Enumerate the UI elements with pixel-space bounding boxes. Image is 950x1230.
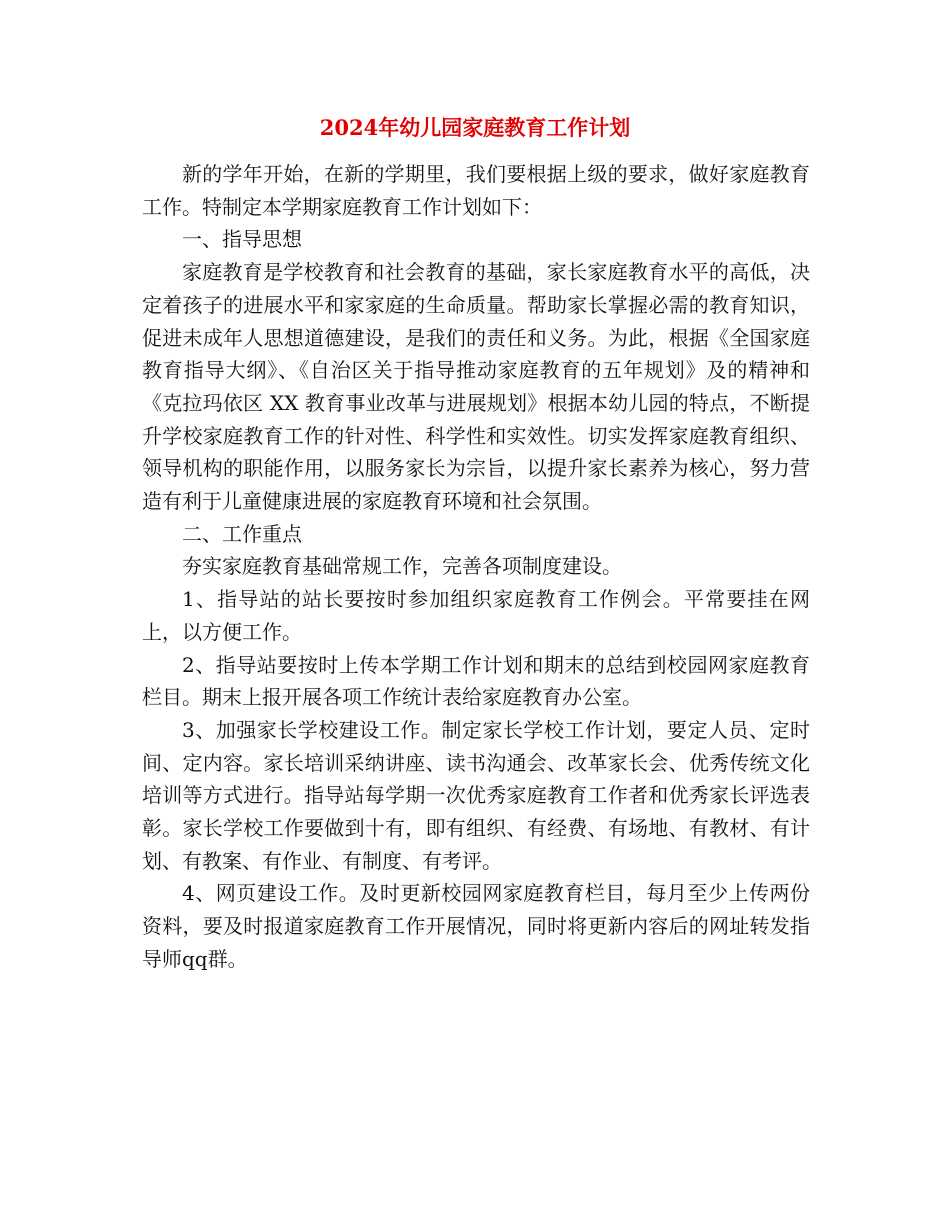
intro-paragraph: 新的学年开始，在新的学期里，我们要根据上级的要求，做好家庭教育工作。特制定本学期家庭教育工作计划如下： [142, 162, 810, 219]
section-heading-work-focus: 二、工作重点 [182, 521, 302, 546]
work-item-3: 3、加强家长学校建设工作。制定家长学校工作计划，要定人员、定时间、定内容。家长培训采纳讲座、读书沟通会、改革家长会、优秀传统文化培训等方式进行。指导站每学期一次优秀家庭教育工作者和优秀家长评选表彰。家长学校工作要做到十有，即有组织、有经费、有场地、有教材、有计划、有教案、有作业、有制度、有考评。 [142, 717, 810, 873]
work-item-4: 4、网页建设工作。及时更新校园网家庭教育栏目，每月至少上传两份资料，要及时报道家庭教育工作开展情况，同时将更新内容后的网址转发指导师qq群。 [142, 881, 810, 971]
work-item-1: 1、指导站的站长要按时参加组织家庭教育工作例会。平常要挂在网上，以方便工作。 [142, 587, 810, 644]
section-heading-guiding-ideology: 一、指导思想 [182, 227, 302, 252]
document-body [142, 158, 810, 976]
work-focus-summary: 夯实家庭教育基础常规工作，完善各项制度建设。 [182, 554, 622, 579]
document-title: 2024年幼儿园家庭教育工作计划 [319, 115, 631, 140]
work-item-2: 2、指导站要按时上传本学期工作计划和期末的总结到校园网家庭教育栏目。期末上报开展各项工作统计表给家庭教育办公室。 [142, 652, 810, 710]
guiding-ideology-paragraph: 家庭教育是学校教育和社会教育的基础，家长家庭教育水平的高低，决定着孩子的进展水平和家家庭的生命质量。帮助家长掌握必需的教育知识，促进未成年人思想道德建设，是我们的责任和义务。为此，根据《全国家庭教育指导大纲》、《自治区关于指导推动家庭教育的五年规划》及的精神和《克拉玛依区 XX 教育事业改革与进展规划》根据本幼儿园的特点，不断提升学校家庭教育工作的针对性、科学性和实效性。切实发挥家庭教育组织、领导机构的职能作用，以服务家长为宗旨，以提升家长素养为核心，努力营造有利于儿童健康进展的家庭教育环境和社会氛围。 [142, 260, 810, 514]
